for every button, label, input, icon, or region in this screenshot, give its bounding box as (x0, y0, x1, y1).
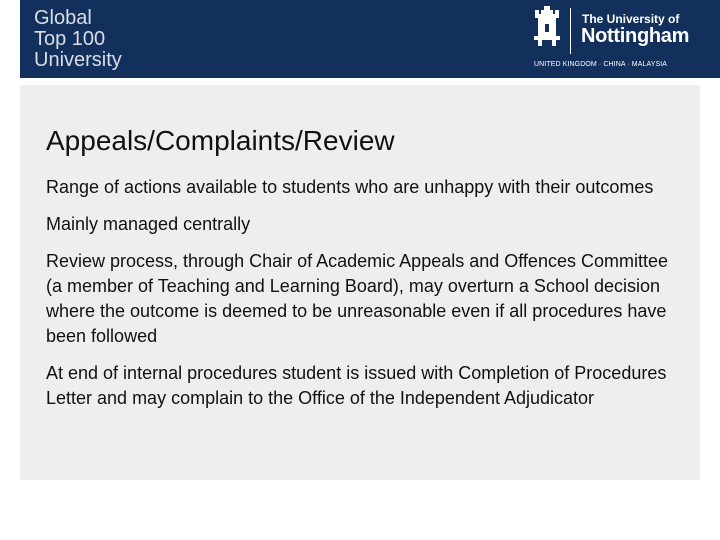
bullet-list (46, 175, 686, 423)
tagline-line: Global (34, 7, 92, 29)
slide-title: Appeals/Complaints/Review (46, 125, 395, 156)
bullet-item: Range of actions available to students who are unhappy with their outcomes (46, 177, 654, 197)
tagline-line: University (34, 49, 122, 71)
university-logo (532, 6, 712, 72)
bullet-item: Mainly managed centrally (46, 214, 251, 234)
logo-text-line2: Nottingham (581, 25, 690, 47)
slide-content (20, 85, 700, 480)
castle-crest-icon (532, 6, 562, 50)
logo-divider (570, 8, 571, 54)
header-banner (20, 0, 720, 78)
tagline (34, 8, 122, 71)
tagline-line: Top 100 (34, 28, 106, 50)
bullet-item: At end of internal procedures student is issued with Completion of Procedures Letter and may complain to the Office of the Independent Adjudicator (46, 363, 667, 408)
logo-campuses: UNITED KINGDOM · CHINA · MALAYSIA (534, 61, 668, 68)
logo-text-line1: The University of (582, 12, 680, 26)
bullet-item: Review process, through Chair of Academic Appeals and Offences Committee (a member of Teaching and Learning Board), may overturn a School decision where the outcome is deemed to be unreasonable even if all procedures have been followed (46, 251, 668, 346)
